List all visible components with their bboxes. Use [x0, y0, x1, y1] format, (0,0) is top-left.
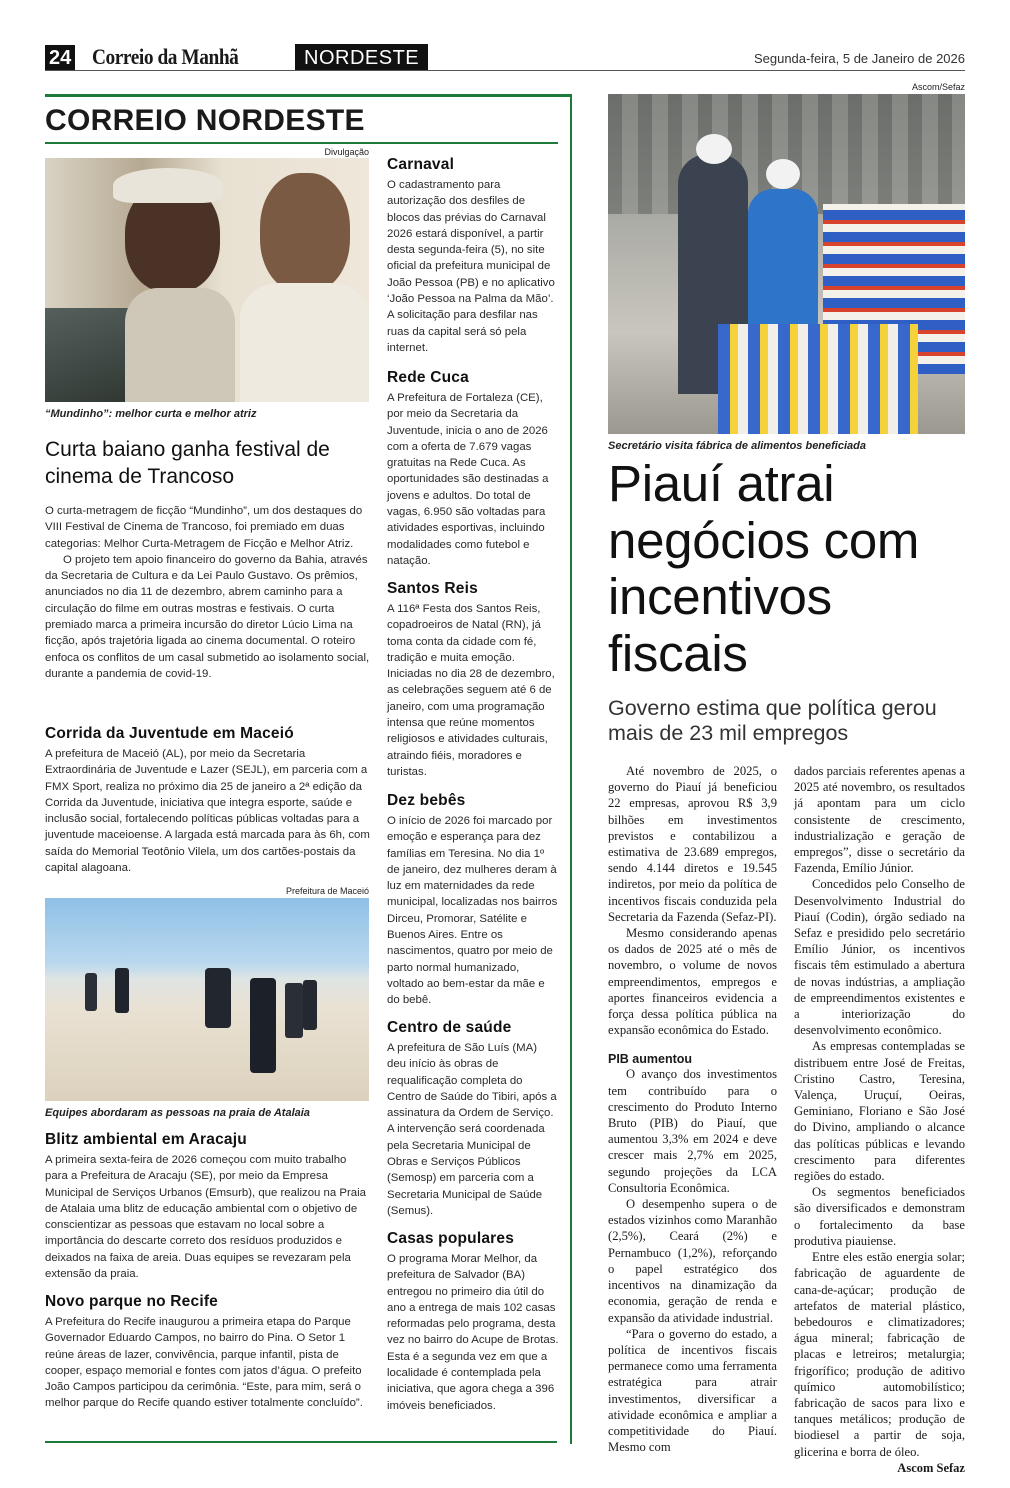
paragraph: Os segmentos beneficiados são diversificados e demonstram o fortalecimento da base produtiva piauiense.	[794, 1185, 965, 1248]
main-subheadline: Governo estima que política gerou mais de 23 mil empregos	[608, 696, 937, 745]
paragraph: O desempenho supera o de estados vizinhos como Maranhão (2,5%), Ceará (2%) e Pernambuco (1,2%), reforçando o papel estratégico dos incentivos na dinamização da economia, geração de renda e expansão da atividade industrial.	[608, 1197, 777, 1325]
article-column-1	[608, 763, 777, 1455]
brief-dez-bebes	[387, 792, 559, 1019]
photo-credit: Prefeitura de Maceió	[285, 886, 369, 896]
section-title: CORREIO NORDESTE	[45, 104, 365, 137]
photo-credit: Divulgação	[324, 147, 369, 157]
news-title: Corrida da Juventude em Maceió	[45, 725, 294, 742]
paragraph: Entre eles estão energia solar; fabricação de aguardente de cana-de-açúcar; produção de artefatos de material plástico, bebedouros e climatizadores; água mineral; fabricação de placas e letreiros; metalurgia; frigorífico; produção de aditivo químico automobilístico; fabricação de sacos para lixo e tanques metálicos; produção de biodiesel a partir de soja, glicerina e borra de óleo.	[794, 1250, 965, 1459]
article-signature: Ascom Sefaz	[897, 1460, 965, 1475]
title-underline	[45, 142, 558, 144]
newspaper-logo: Correio da Manhã	[92, 44, 239, 69]
brief-title: Carnaval	[387, 156, 455, 173]
frame-right-rule	[570, 94, 572, 1444]
lead-article	[45, 503, 371, 682]
section-label: NORDESTE	[295, 44, 428, 71]
photo-factory	[608, 94, 965, 434]
paragraph: Até novembro de 2025, o governo do Piauí já beneficiou 22 empresas, aprovou R$ 3,9 bilhões em investimentos previstos e contabilizou a estimativa de 23.689 empregos, sendo 4.144 diretos e 19.545 indiretos, por meio da política de incentivos fiscais conduzida pela Secretaria da Fazenda (Sefaz-PI).	[608, 764, 777, 924]
photo-caption: “Mundinho”: melhor curta e melhor atriz	[45, 408, 257, 420]
main-headline: Piauí atrai negócios com incentivos fiscais	[608, 455, 920, 682]
brief-text: A prefeitura de São Luís (MA) deu início às obras de requalificação completa do Centro de Saúde do Tibiri, após a assinatura da Ordem de Serviço. A intervenção será coordenada pela Secretaria Municipal de Obras e Serviços Públicos (Semosp) em parceria com a Secretaria Municipal de Saúde (Semus).	[387, 1042, 557, 1217]
paragraph: As empresas contempladas se distribuem entre José de Freitas, Cristino Castro, Teresina, Valença, Uruçuí, Oeiras, Geminiano, Floriano e São José do Divino, ampliando o alcance das políticas públicas e levando crescimento para diferentes regiões do estado.	[794, 1039, 965, 1184]
page-number: 24	[45, 45, 75, 70]
article-column-2	[794, 763, 965, 1476]
lead-headline: Curta baiano ganha festival de cinema de Trancoso	[45, 438, 330, 488]
paragraph: O curta-metragem de ficção “Mundinho”, um dos destaques do VIII Festival de Cinema de Trancoso, foi premiado em duas categorias: Melhor Curta-Metragem de Ficção e Melhor Atriz.	[45, 505, 363, 550]
news-blitz	[45, 1131, 371, 1282]
brief-text: A 116ª Festa dos Santos Reis, copadroeiros de Natal (RN), já toma conta da cidade com fé, tradição e muita emoção. Iniciadas no dia 28 de dezembro, as celebrações seguem até 6 de janeiro, com uma programação intensa que reúne momentos religiosos e atividades culturais, atraindo fiéis, moradores e turistas.	[387, 603, 555, 778]
news-text: A primeira sexta-feira de 2026 começou com muito trabalho para a Prefeitura de Aracaju (SE), por meio da Empresa Municipal de Serviços Urbanos (Emsurb), que realizou na Praia de Atalaia uma blitz de educação ambiental com o objetivo de conscientizar as pessoas que estavam no local sobre a importância do descarte correto dos resíduos produzidos e deixados na faixa de areia. Duas equipes se revezaram pela extensão da praia.	[45, 1154, 366, 1281]
edition-date: Segunda-feira, 5 de Janeiro de 2026	[753, 51, 965, 66]
brief-title: Rede Cuca	[387, 369, 469, 386]
brief-text: O cadastramento para autorização dos desfiles de blocos das prévias do Carnaval 2026 estará disponível, a partir desta segunda-feira (5), no site oficial da prefeitura municipal de João Pessoa (PB) e no aplicativo ‘João Pessoa na Palma da Mão’. A solicitação para desfilar nas ruas da capital será só pela internet.	[387, 179, 555, 354]
brief-centro-saude	[387, 1019, 559, 1230]
paragraph: Concedidos pelo Conselho de Desenvolvimento Industrial do Piauí (Codin), órgão sediado na Sefaz e presidido pelo secretário Emílio Júnior, os incentivos fiscais têm estimulado a abertura de novas indústrias, a ampliação de empreendimentos existentes e a interiorização do desenvolvimento econômico.	[794, 877, 965, 1038]
paragraph: “Para o governo do estado, a política de incentivos fiscais permanece como uma ferramenta estratégica para atrair investimentos, diversificar a atividade econômica e ampliar a competitividade do Piauí. Mesmo com	[608, 1326, 777, 1455]
brief-title: Casas populares	[387, 1230, 515, 1247]
brief-title: Dez bebês	[387, 792, 466, 809]
photo-credit: Ascom/Sefaz	[911, 82, 965, 92]
paragraph: O avanço dos investimentos tem contribuído para o crescimento do Produto Interno Bruto (PIB) do Piauí, que aumentou 3,3% em 2024 e deve crescer mais 2,7% em 2025, segundo projeções da LCA Consultoria Econômica.	[608, 1067, 777, 1195]
brief-text: O programa Morar Melhor, da prefeitura de Salvador (BA) entregou no primeiro dia útil do ano a entrega de mais 102 casas reformadas pelo programa, desta vez no bairro do Acupe de Brotas. Esta é a segunda vez em que a localidade é contemplada pela iniciativa, que agora chega a 396 imóveis beneficiados.	[387, 1253, 559, 1412]
frame-bottom-rule	[45, 1441, 557, 1443]
news-corrida	[45, 725, 371, 876]
brief-santos-reis	[387, 580, 559, 792]
paragraph: dados parciais referentes apenas a 2025 até novembro, os resultados já apontam para um ciclo consistente de crescimento, industrialização e geração de empregos”, disse o secretário da Fazenda, Emílio Júnior.	[794, 764, 965, 876]
brief-title: Santos Reis	[387, 580, 478, 597]
brief-text: O início de 2026 foi marcado por emoção e esperança para dez famílias em Teresina. No dia 1º de janeiro, dez mulheres deram à luz em maternidades da rede municipal, localizadas nos bairros Dirceu, Promorar, Satélite e Buenos Aires. Entre os nascimentos, quatro por meio de parto normal humanizado, voltado ao bem-estar da mãe e do bebê.	[387, 815, 558, 1007]
news-text: A prefeitura de Maceió (AL), por meio da Secretaria Extraordinária de Juventude e Lazer (SEJL), em parceria com a FMX Sport, realiza no próximo dia 25 de janeiro a 2ª edição da Corrida da Juventude, iniciativa que integra esporte, saúde e inclusão social, fortalecendo políticas públicas voltadas para a juventude maceioense. A largada está marcada para às 6h, com saída do Memorial Teotônio Vilela, um dos cartões-postais da capital alagoana.	[45, 748, 370, 875]
brief-casas-populares	[387, 1230, 559, 1414]
frame-top-rule	[45, 94, 572, 97]
header-rule	[45, 70, 965, 71]
photo-mundinho	[45, 158, 369, 402]
brief-rede-cuca	[387, 369, 559, 580]
paragraph: Mesmo considerando apenas os dados de 2025 até o mês de novembro, o volume de novos empreendimentos, empregos e aportes financeiros evidencia a força dessa política pública na expansão econômica do Estado.	[608, 926, 777, 1038]
brief-carnaval	[387, 156, 559, 369]
news-text: A Prefeitura do Recife inaugurou a primeira etapa do Parque Governador Eduardo Campos, no bairro do Pina. O Setor 1 reúne áreas de lazer, convivência, parque infantil, pista de cooper, espaço memorial e fontes com jatos d’água. O prefeito João Campos participou da cerimônia. “Este, para mim, será o melhor parque do Recife quando estiver totalmente concluído”.	[45, 1316, 363, 1410]
news-parque	[45, 1293, 371, 1412]
photo-caption: Equipes abordaram as pessoas na praia de Atalaia	[45, 1107, 310, 1119]
photo-caption: Secretário visita fábrica de alimentos beneficiada	[608, 440, 866, 452]
news-title: Blitz ambiental em Aracaju	[45, 1131, 247, 1148]
brief-title: Centro de saúde	[387, 1019, 512, 1036]
paragraph: O projeto tem apoio financeiro do governo da Bahia, através da Secretaria de Cultura e da Lei Paulo Gustavo. Os prêmios, anunciados no dia 11 de dezembro, abrem caminho para a circulação do filme em outras mostras e festivais. O curta premiado marca a primeira incursão do diretor Lúcio Lima na ficção, após trajetória ligada ao cinema documental. O roteiro enfoca os conflitos de um casal submetido ao isolamento social, durante a pandemia de covid-19.	[45, 553, 370, 680]
briefs-column	[387, 156, 559, 1414]
brief-text: A Prefeitura de Fortaleza (CE), por meio da Secretaria da Juventude, inicia o ano de 2026 com a oferta de 7.679 vagas gratuitas na Rede Cuca. As oportunidades são destinadas a jovens e adultos. Do total de vagas, 6.950 são voltadas para atividades esportivas, incluindo modalidades como futebol e natação.	[387, 392, 549, 567]
news-title: Novo parque no Recife	[45, 1293, 219, 1310]
photo-beach	[45, 898, 369, 1101]
article-subhead: PIB aumentou	[608, 1052, 693, 1067]
